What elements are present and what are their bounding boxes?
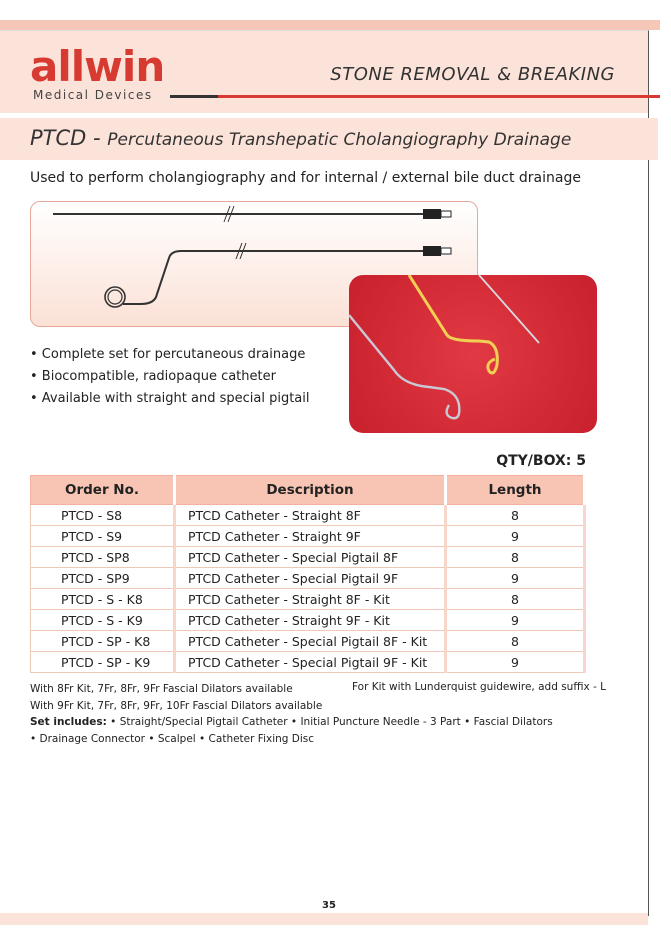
description-cell: PTCD Catheter - Straight 9F (175, 526, 446, 547)
length-cell: 9 (446, 526, 585, 547)
header-divider-accent (170, 95, 218, 98)
page-number: 35 (322, 900, 336, 911)
header-length: Length (446, 476, 585, 505)
table-row (31, 547, 585, 568)
order-no-cell: PTCD - S - K8 (31, 589, 175, 610)
feature-list (30, 344, 310, 410)
product-code: PTCD (30, 126, 87, 150)
title-separator: - (86, 126, 108, 150)
order-no-cell: PTCD - SP9 (31, 568, 175, 589)
product-usage: Used to perform cholangiography and for internal / external bile duct drainage (30, 170, 581, 186)
order-no-cell: PTCD - S9 (31, 526, 175, 547)
length-cell: 8 (446, 589, 585, 610)
order-no-cell: PTCD - SP - K8 (31, 631, 175, 652)
product-title (30, 126, 571, 150)
feature-item: • Biocompatible, radiopaque catheter (30, 369, 276, 384)
brand-logo: allwin (30, 42, 165, 91)
length-cell: 9 (446, 568, 585, 589)
note-8fr-kit: With 8Fr Kit, 7Fr, 8Fr, 9Fr Fascial Dilators available (30, 683, 293, 695)
table-row (31, 568, 585, 589)
description-cell: PTCD Catheter - Straight 8F (175, 505, 446, 526)
brand-subtitle: Medical Devices (33, 88, 153, 102)
note-9fr-kit: With 9Fr Kit, 7Fr, 8Fr, 9Fr, 10Fr Fascial Dilators available (30, 699, 323, 712)
table-row (31, 610, 585, 631)
table-row (31, 526, 585, 547)
top-decor-band (0, 20, 660, 30)
set-includes-continued: • Drainage Connector • Scalpel • Catheter Fixing Disc (30, 732, 315, 745)
product-photo-drawing (349, 275, 597, 433)
feature-item: • Available with straight and special pigtail (30, 391, 310, 406)
section-title: STONE REMOVAL & BREAKING (330, 64, 615, 85)
length-cell: 8 (446, 547, 585, 568)
description-cell: PTCD Catheter - Special Pigtail 8F (175, 547, 446, 568)
description-cell: PTCD Catheter - Straight 8F - Kit (175, 589, 446, 610)
set-includes-items: • Straight/Special Pigtail Catheter • Initial Puncture Needle - 3 Part • Fascial Dilators (106, 716, 553, 728)
bottom-decor-band (0, 913, 648, 925)
set-includes (30, 714, 553, 731)
description-cell: PTCD Catheter - Special Pigtail 9F (175, 568, 446, 589)
page-frame (0, 30, 649, 916)
length-cell: 8 (446, 631, 585, 652)
table-row (31, 589, 585, 610)
header-order-no: Order No. (31, 476, 175, 505)
set-includes-label: Set includes: (30, 716, 107, 728)
length-cell: 9 (446, 652, 585, 673)
note-lunderquist: For Kit with Lunderquist guidewire, add suffix - L (352, 681, 607, 693)
header-description: Description (175, 476, 446, 505)
order-table (30, 475, 586, 673)
description-cell: PTCD Catheter - Straight 9F - Kit (175, 610, 446, 631)
order-no-cell: PTCD - S - K9 (31, 610, 175, 631)
order-no-cell: PTCD - S8 (31, 505, 175, 526)
order-no-cell: PTCD - SP8 (31, 547, 175, 568)
table-row (31, 631, 585, 652)
table-row (31, 505, 585, 526)
feature-item: • Complete set for percutaneous drainage (30, 347, 306, 362)
table-header-row (31, 476, 585, 505)
product-name: Percutaneous Transhepatic Cholangiography Drainage (107, 130, 572, 150)
qty-per-box: QTY/BOX: 5 (496, 453, 586, 469)
order-no-cell: PTCD - SP - K9 (31, 652, 175, 673)
description-cell: PTCD Catheter - Special Pigtail 8F - Kit (175, 631, 446, 652)
straight-catheter (53, 206, 451, 222)
length-cell: 8 (446, 505, 585, 526)
description-cell: PTCD Catheter - Special Pigtail 9F - Kit (175, 652, 446, 673)
header-divider (170, 95, 660, 98)
product-photo (349, 275, 597, 433)
length-cell: 9 (446, 610, 585, 631)
table-row (31, 652, 585, 673)
